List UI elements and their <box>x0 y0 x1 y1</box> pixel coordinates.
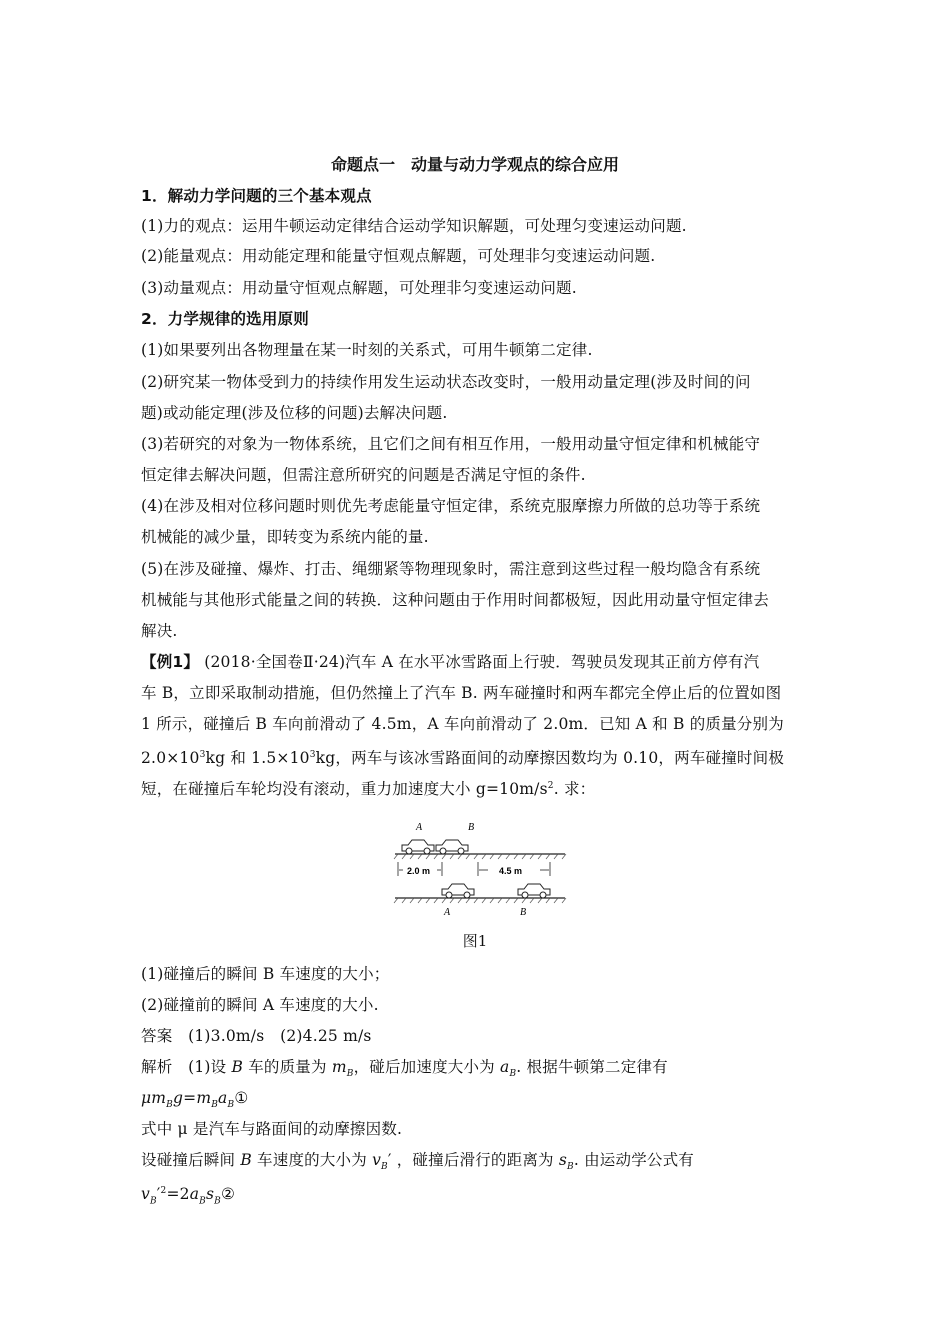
example-label: 【例1】 <box>141 653 200 671</box>
superscript: 3 <box>309 750 316 760</box>
text: = <box>183 1089 197 1107</box>
superscript: 3 <box>199 750 206 760</box>
analysis-line: 式中 μ 是汽车与路面间的动摩擦因数. <box>141 1120 403 1138</box>
subscript: B <box>149 1196 157 1207</box>
collision-diagram <box>380 818 570 918</box>
subscript: B <box>567 1162 574 1173</box>
text: . 求： <box>553 780 596 799</box>
bottom-road <box>394 898 566 903</box>
figure-caption: 图1 <box>462 932 488 950</box>
top-road <box>394 854 566 859</box>
analysis-line <box>141 1150 809 1177</box>
example-line: 1 所示，碰撞后 B 车向前滑动了 4.5m，A 车向前滑动了 2.0m．已知 A 和 B 的质量分别为 <box>141 715 784 733</box>
var: g <box>173 1089 184 1107</box>
text: 解析 (1)设 <box>141 1058 232 1076</box>
text: kg，两车与该冰雪路面间的动摩擦因数均为 0.10，两车碰撞时间极 <box>315 749 785 768</box>
heading-1: 1．解动力学问题的三个基本观点 <box>141 187 372 205</box>
text: ，碰后加速度大小为 <box>353 1058 501 1076</box>
subscript: B <box>346 1069 354 1080</box>
paragraph: (3)若研究的对象为一物体系统，且它们之间有相互作用，一般用动量守恒定律和机械能守 <box>141 435 761 453</box>
equation-number: ① <box>234 1089 249 1107</box>
var: v <box>372 1151 382 1169</box>
equation-number: ② <box>220 1185 236 1204</box>
label-b-bottom: B <box>520 907 527 918</box>
subscript: B <box>381 1162 388 1173</box>
text: 车速度的大小为 <box>251 1151 373 1169</box>
superscript: 2 <box>547 781 554 791</box>
paragraph: 题)或动能定理(涉及位移的问题)去解决问题. <box>141 404 448 422</box>
paragraph: (1)如果要列出各物理量在某一时刻的关系式，可用牛顿第二定律. <box>141 341 593 359</box>
var: a <box>189 1185 200 1204</box>
paragraph: 机械能的减少量，即转变为系统内能的量. <box>141 528 429 546</box>
analysis-line <box>141 1057 809 1084</box>
paragraph: (4)在涉及相对位移问题时则优先考虑能量守恒定律，系统克服摩擦力所做的总功等于系统 <box>141 497 761 515</box>
var: s <box>558 1151 568 1169</box>
answer: 答案 (1)3.0m/s (2)4.25 m/s <box>141 1027 372 1045</box>
distance-a-label: 2.0 m <box>407 866 431 876</box>
paragraph: 机械能与其他形式能量之间的转换．这种问题由于作用时间都极短，因此用动量守恒定律去 <box>141 591 770 609</box>
var: m <box>196 1089 212 1107</box>
subscript: B <box>227 1100 235 1111</box>
example-line <box>141 652 809 672</box>
text: . 由运动学公式有 <box>573 1151 694 1169</box>
car-a-bottom <box>442 884 474 898</box>
var: s <box>206 1185 215 1204</box>
paragraph: (2)能量观点：用动能定理和能量守恒观点解题，可处理非匀变速运动问题. <box>141 247 656 265</box>
car-a-top <box>402 840 434 854</box>
example-line <box>141 745 809 768</box>
var: B <box>240 1151 252 1169</box>
subscript: B <box>166 1100 173 1111</box>
text: 2.0×10 <box>141 749 200 768</box>
text: 车的质量为 <box>243 1058 332 1076</box>
label-a-bottom: A <box>444 907 451 918</box>
example-line: 车 B，立即采取制动措施，但仍然撞上了汽车 B. 两车碰撞时和两车都完全停止后的位置如图 <box>141 684 782 702</box>
example-line <box>141 776 809 799</box>
var: m <box>331 1058 347 1076</box>
text: kg 和 1.5×10 <box>205 749 310 768</box>
var: a <box>500 1058 510 1076</box>
example-text: (2018·全国卷Ⅱ·24)汽车 A 在水平冰雪路面上行驶．驾驶员发现其正前方停有汽 <box>204 653 760 671</box>
text: =2 <box>166 1185 190 1204</box>
subscript: B <box>211 1100 219 1111</box>
question-1: (1)碰撞后的瞬间 B 车速度的大小； <box>141 965 390 983</box>
var: a <box>218 1089 228 1107</box>
text: . 根据牛顿第二定律有 <box>516 1058 668 1076</box>
section-title: 命题点一 动量与动力学观点的综合应用 <box>330 155 619 174</box>
paragraph: 恒定律去解决问题，但需注意所研究的问题是否满足守恒的条件. <box>141 466 586 484</box>
distance-b-label: 4.5 m <box>499 866 523 876</box>
paragraph: (2)研究某一物体受到力的持续作用发生运动状态改变时，一般用动量定理(涉及时间的问 <box>141 373 751 391</box>
subscript: B <box>199 1196 206 1207</box>
var: v <box>141 1185 150 1204</box>
heading-2: 2．力学规律的选用原则 <box>141 310 309 328</box>
text: ′ ，碰撞后滑行的距离为 <box>387 1151 559 1169</box>
subscript: B <box>509 1069 517 1080</box>
label-b-top: B <box>468 822 475 833</box>
car-b-top <box>436 840 468 854</box>
paragraph: (1)力的观点：运用牛顿运动定律结合运动学知识解题，可处理匀变速运动问题. <box>141 217 687 235</box>
paragraph: 解决. <box>141 622 178 640</box>
var: μm <box>141 1089 167 1107</box>
superscript: 2 <box>160 1186 167 1196</box>
question-2: (2)碰撞前的瞬间 A 车速度的大小. <box>141 996 379 1014</box>
subscript: B <box>214 1196 221 1207</box>
label-a-top: A <box>416 822 423 833</box>
text: 短，在碰撞后车轮均没有滚动，重力加速度大小 g=10m/s <box>141 780 548 799</box>
car-b-bottom <box>518 884 550 898</box>
text: ′ <box>156 1185 161 1204</box>
text: 设碰撞后瞬间 <box>141 1151 241 1169</box>
equation-1 <box>141 1088 809 1115</box>
equation-2 <box>141 1181 809 1211</box>
var: B <box>231 1058 244 1076</box>
paragraph: (5)在涉及碰撞、爆炸、打击、绳绷紧等物理现象时，需注意到这些过程一般均隐含有系统 <box>141 560 761 578</box>
paragraph: (3)动量观点：用动量守恒观点解题，可处理非匀变速运动问题. <box>141 279 577 297</box>
